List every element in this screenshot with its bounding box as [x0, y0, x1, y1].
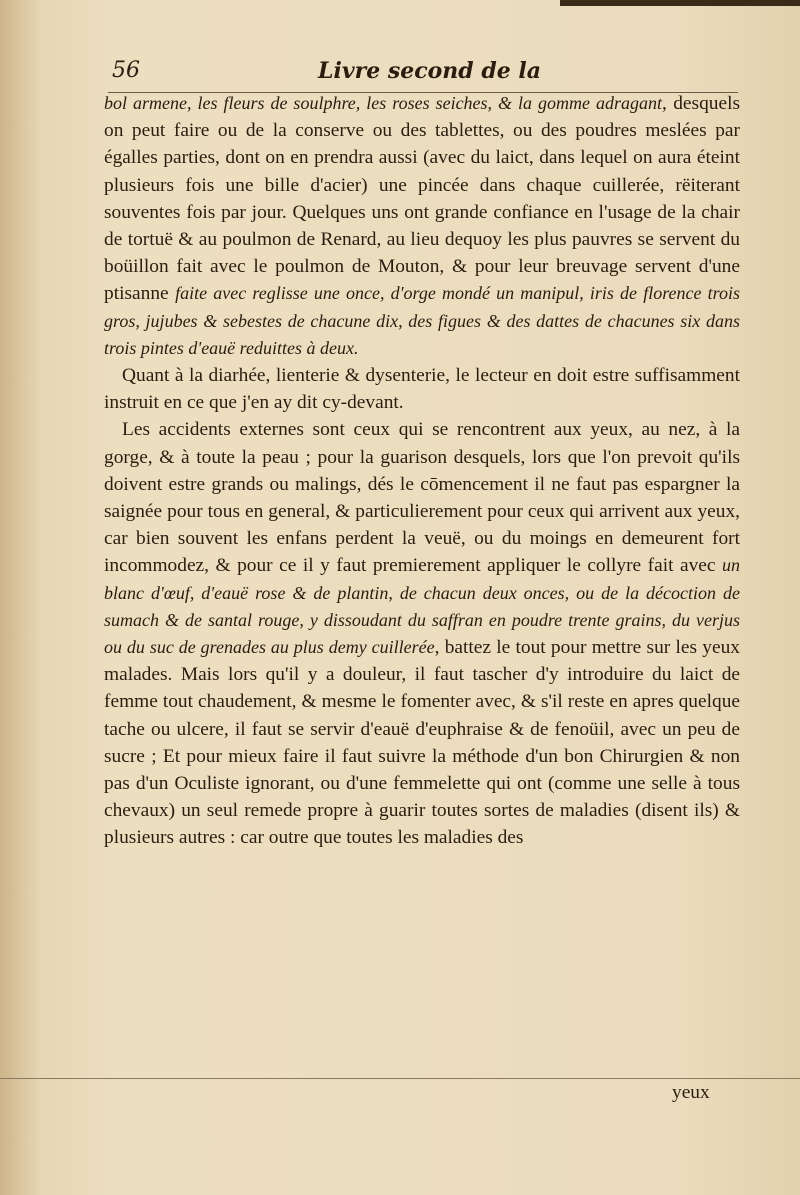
running-header — [108, 58, 738, 93]
text-run: , battez le tout pour mettre sur les yeux malades. Mais lors qu'il y a douleur, il faut tascher d'y introduire du laict de femme tout chaudement, & mesme le fomenter avec, & s'il reste en apres quelque tache ou ulcere, il faut se servir d'eauë d'euphraise & de fenoüil, avec un peu de sucre ; Et pour mieux faire il faut suivre la méthode d'un bon Chirurgien & non pas d'un Oculiste ignorant, ou d'une femmelette qui ont (comme une selle à tous chevaux) un seul remede propre à guarir toutes sortes de maladies (disent ils) & plusieurs autres : car outre que toutes les maladies des — [104, 637, 740, 849]
text-run: un blanc d'œuf, d'eauë rose & de plantin, de chacun deux onces, ou de la décoction de sumach & de santal rouge, y dissoudant du saffran en poudre trente grains, du verjus ou du suc de grenades au plus demy cuillerée — [104, 555, 740, 658]
divider — [0, 1078, 800, 1079]
running-title: Livre second de la — [318, 58, 541, 84]
body-text — [104, 90, 740, 852]
paragraph — [104, 90, 740, 362]
scan-edge — [560, 0, 800, 6]
text-run: faite avec reglisse une once, d'orge mondé un manipul, iris de florence trois gros, jujubes & sebestes de chacune dix, des figues & des dattes de chacunes six dans trois pintes d'eauë reduittes à deux. — [104, 283, 740, 358]
text-run: Quant à la diarhée, lienterie & dysenterie, le lecteur en doit estre suffisamment instruit en ce que j'en ay dit cy-devant. — [104, 365, 740, 414]
catchword: yeux — [672, 1082, 710, 1103]
paragraph — [104, 362, 740, 416]
paragraph — [104, 416, 740, 851]
page-number: 56 — [112, 58, 140, 83]
text-run: , desquels on peut faire ou de la conserve ou des tablettes, ou des poudres meslées par égalles parties, dont on en prendra aussi (avec du laict, dans lequel on aura éteint plusieurs fois une bille d'acier) une pincée dans chaque cuillerée, rëiterant souventes fois par jour. Quelques uns ont grande confiance en l'usage de la chair de tortuë & au poulmon de Renard, au lieu dequoy les plus pauvres se servent du boüillon fait avec le poulmon de Mouton, & pour leur breuvage servent d'une ptisanne — [104, 93, 740, 305]
text-run: Les accidents externes sont ceux qui se rencontrent aux yeux, au nez, à la gorge, & à toute la peau ; pour la guarison desquels, lors que l'on prevoit qu'ils doivent estre grands ou malings, dés le cōmencement il ne faut pas espargner la saignée pour tous en general, & particulierement pour ceux qui arrivent aux yeux, car bien souvent les enfans perdent la veuë, ou du moings en demeurent fort incommodez, & pour ce il y faut premierement appliquer le collyre fait avec — [104, 419, 740, 577]
text-run: bol armene, les fleurs de soulphre, les roses seiches, & la gomme adragant — [104, 93, 663, 113]
